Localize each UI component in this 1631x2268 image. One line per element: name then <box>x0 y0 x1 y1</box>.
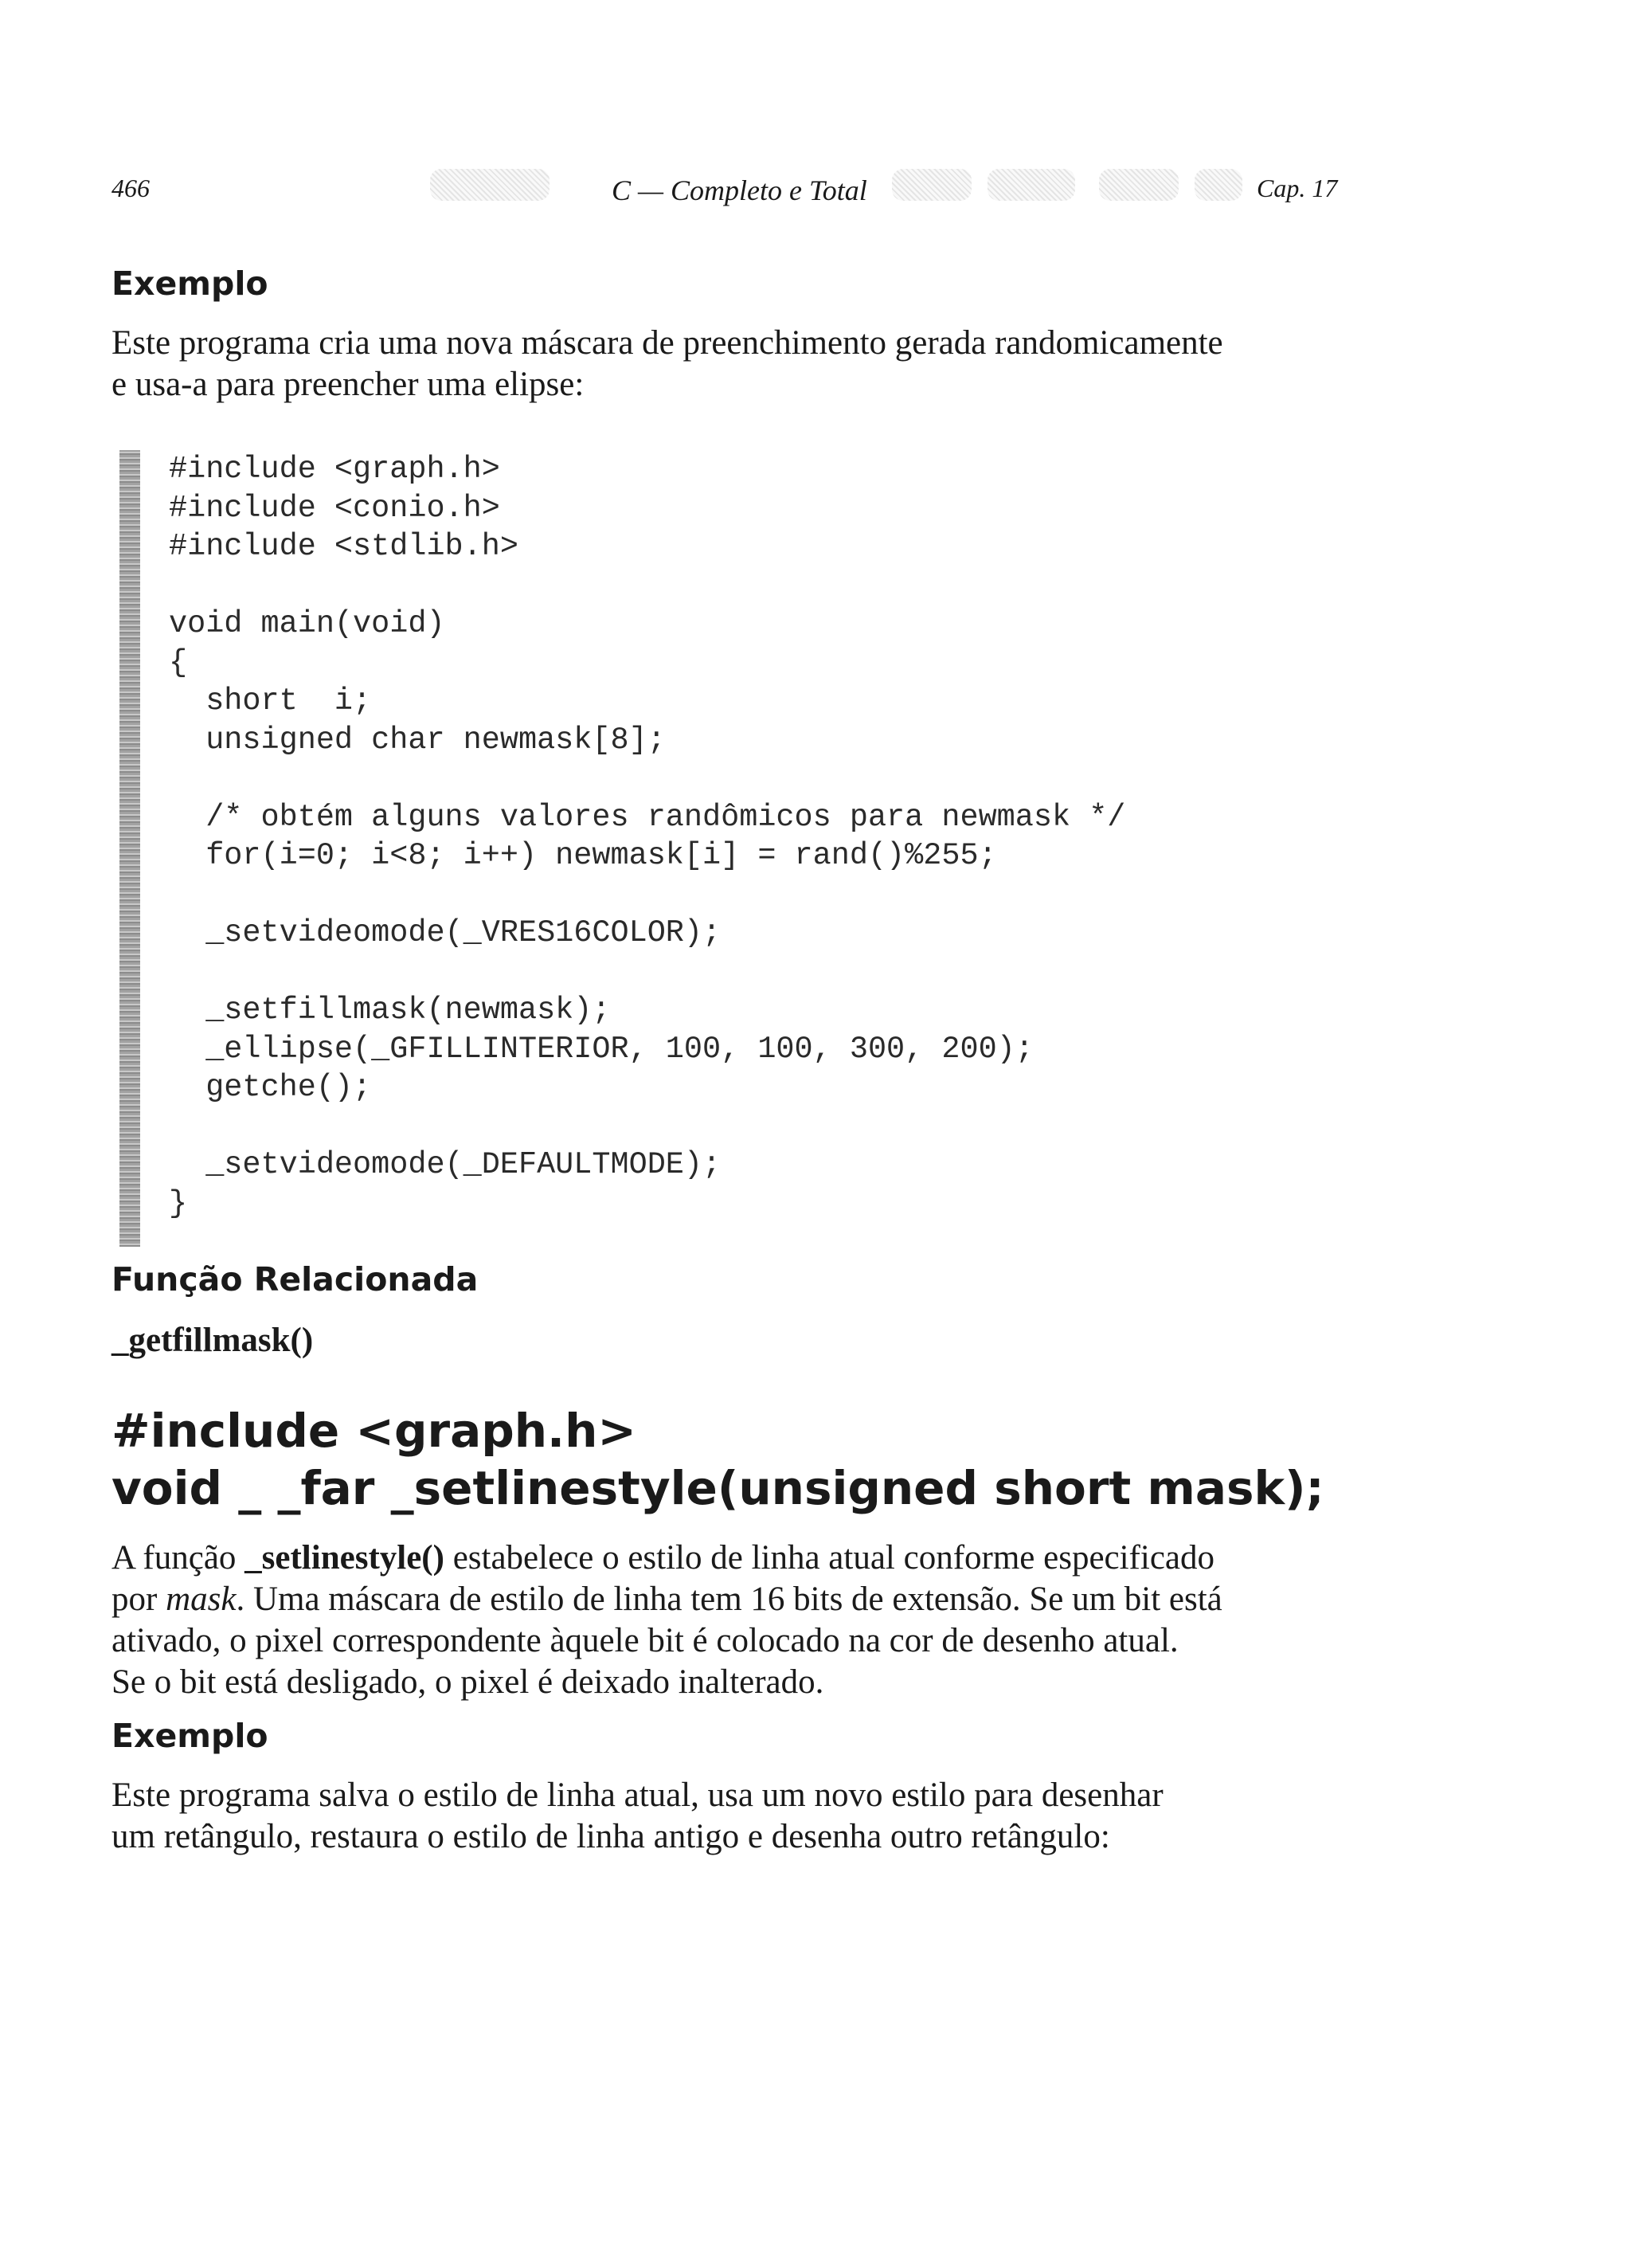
code-line: /* obtém alguns valores randômicos para newmask */ <box>169 799 1126 835</box>
scan-noise <box>430 169 550 201</box>
code-line <box>169 875 1125 915</box>
related-function-name: _getfillmask() <box>111 1322 314 1359</box>
code-line: _ellipse(_GFILLINTERIOR, 100, 100, 300, 200); <box>169 1031 1034 1067</box>
code-line: #include <stdlib.h> <box>169 529 518 564</box>
code-line: _setfillmask(newmask); <box>169 993 611 1028</box>
scan-noise <box>1195 169 1242 201</box>
code-block-margin-bar <box>119 450 140 1247</box>
code-line: void main(void) <box>169 606 445 641</box>
description-line: ativado, o pixel correspondente àquele bit é colocado na cor de desenho atual. <box>111 1622 1179 1659</box>
code-listing <box>169 450 1125 1223</box>
code-line <box>169 953 1125 992</box>
function-name-inline: _setlinestyle() <box>244 1539 444 1577</box>
scan-noise <box>988 169 1075 201</box>
code-line: #include <graph.h> <box>169 452 500 487</box>
code-line: _setvideomode(_DEFAULTMODE); <box>169 1147 722 1182</box>
code-line <box>169 566 1125 605</box>
description-line: Se o bit está desligado, o pixel é deixado inalterado. <box>111 1663 824 1701</box>
section-heading-example-2: Exemplo <box>111 1717 268 1755</box>
description-paragraph <box>111 1537 1426 1703</box>
code-line: unsigned char newmask[8]; <box>169 722 666 758</box>
scan-noise <box>892 169 972 201</box>
paragraph-line: Este programa cria uma nova máscara de preenchimento gerada randomicamente <box>111 324 1223 362</box>
prototype-signature: void _ _far _setlinestyle(unsigned short mask); <box>111 1461 1324 1515</box>
code-line: _setvideomode(_VRES16COLOR); <box>169 915 722 950</box>
code-line <box>169 1107 1125 1146</box>
text-run: A função <box>111 1539 245 1577</box>
running-header-title: C — Completo e Total <box>612 174 867 206</box>
page-number: 466 <box>111 174 150 202</box>
code-line: } <box>169 1185 188 1221</box>
section-heading-example: Exemplo <box>111 264 268 303</box>
code-line: #include <conio.h> <box>169 490 500 526</box>
code-line: { <box>169 644 188 680</box>
text-run: . Uma máscara de estilo de linha tem 16 bits de extensão. Se um bit está <box>236 1581 1222 1618</box>
text-run: por <box>111 1581 166 1618</box>
parameter-name-inline: mask <box>166 1581 237 1618</box>
code-line: short i; <box>169 684 372 719</box>
scan-noise <box>1099 169 1179 201</box>
description-line <box>111 1537 1426 1579</box>
code-line: getche(); <box>169 1070 372 1105</box>
chapter-label: Cap. 17 <box>1257 174 1338 202</box>
description-line <box>111 1579 1426 1620</box>
code-line: for(i=0; i<8; i++) newmask[i] = rand()%255; <box>169 838 997 873</box>
paragraph-line: um retângulo, restaura o estilo de linha antigo e desenha outro retângulo: <box>111 1818 1110 1855</box>
text-run: estabelece o estilo de linha atual conforme especificado <box>444 1539 1214 1577</box>
prototype-include: #include <graph.h> <box>111 1404 636 1458</box>
code-line <box>169 759 1125 798</box>
example-paragraph <box>111 1775 1426 1858</box>
related-function-heading: Função Relacionada <box>111 1260 479 1299</box>
paragraph-line: e usa-a para preencher uma elipse: <box>111 366 585 403</box>
paragraph-line: Este programa salva o estilo de linha atual, usa um novo estilo para desenhar <box>111 1776 1164 1814</box>
intro-paragraph <box>111 323 1426 405</box>
